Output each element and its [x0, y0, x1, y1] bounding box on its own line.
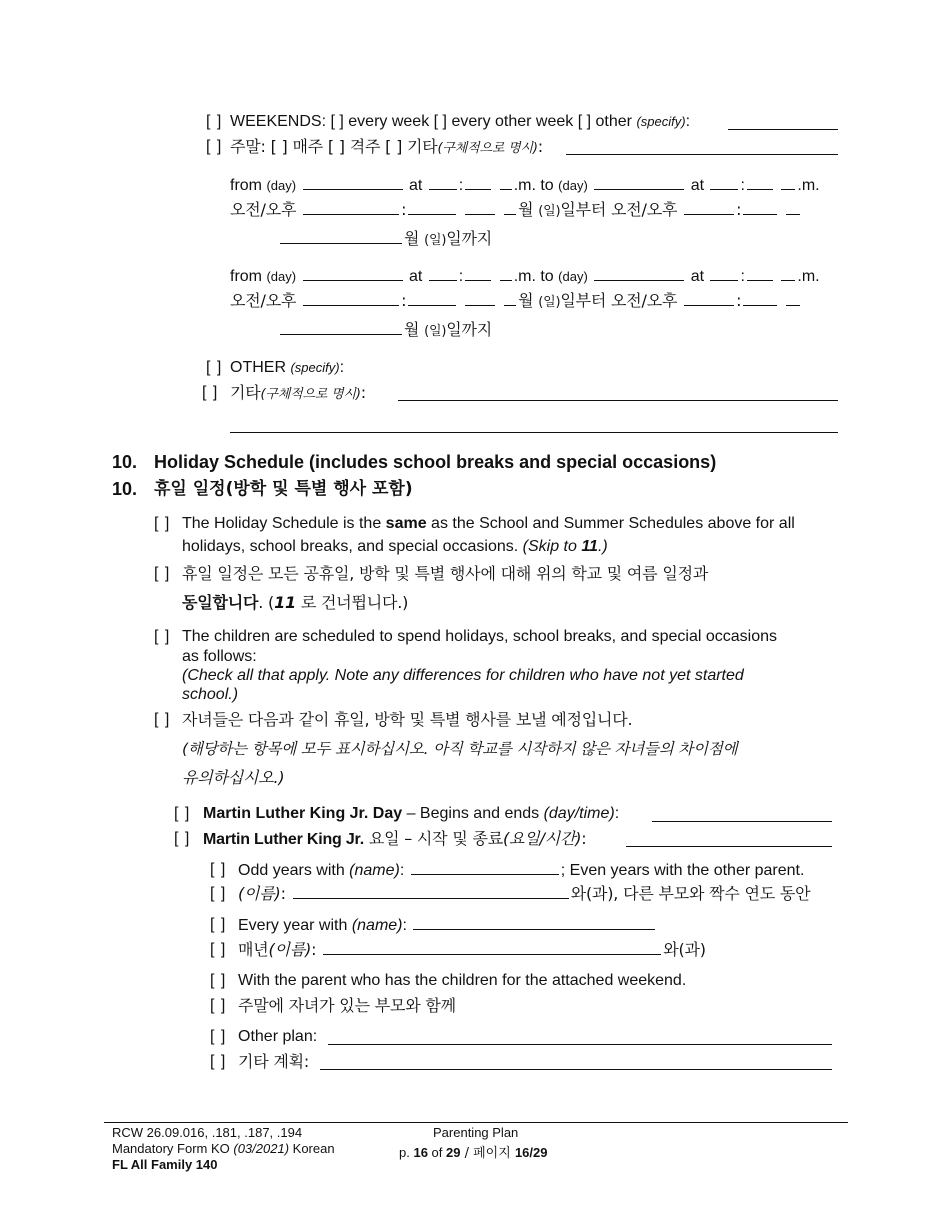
ampm-ko-label: 오전/오후 — [230, 291, 297, 310]
ko-until-field[interactable] — [280, 320, 402, 335]
every-year-en — [238, 915, 657, 936]
ko-to-hour-field[interactable] — [684, 291, 734, 306]
other-ko-checkbox[interactable]: [ ] — [385, 137, 403, 156]
page-number: 16 — [514, 1145, 530, 1160]
ko-from-hour-field[interactable] — [303, 291, 399, 306]
month-label: 월 — [404, 229, 420, 248]
schedule2-en — [230, 266, 820, 287]
colon: : — [685, 113, 691, 130]
footer-form — [112, 1141, 335, 1157]
text: 매년 — [238, 940, 269, 959]
mlk-checkbox[interactable]: [ ] — [174, 805, 191, 822]
other-plan-ko: 기타 계획: — [238, 1052, 310, 1071]
section-10-number: 10. — [112, 452, 138, 472]
holiday-same-checkbox[interactable]: [ ] — [154, 515, 171, 532]
mlk-ko-daytime-field[interactable] — [626, 846, 832, 847]
page-number: 16 — [413, 1145, 428, 1160]
page-total: 29 — [533, 1145, 548, 1160]
month-label: 월 — [404, 320, 420, 339]
colon: : — [360, 383, 366, 402]
text: p. — [399, 1145, 414, 1160]
other-plan-ko-checkbox[interactable]: [ ] — [210, 1053, 227, 1070]
day-note: (day) — [558, 269, 588, 284]
text: 요일 – 시작 및 종료 — [363, 829, 503, 848]
day-note: (day) — [266, 178, 297, 193]
form-date: (03/2021) — [233, 1141, 290, 1156]
skip-note: (Skip to — [522, 538, 582, 555]
text: Odd years with — [238, 862, 350, 879]
daytime-note: (day/time) — [543, 805, 615, 822]
other-ko-label: 기타 — [407, 137, 438, 156]
other-specify-label: OTHER — [230, 359, 286, 376]
other-specify-field[interactable] — [398, 400, 838, 401]
mlk-label: Martin Luther King Jr. Day — [203, 805, 403, 822]
ko-from-hour-field[interactable] — [303, 200, 399, 215]
schedule1-ko-end — [278, 229, 492, 251]
text: Mandatory Form KO — [112, 1141, 234, 1156]
from-ko-label: 일부터 — [560, 291, 607, 310]
to-day-field[interactable] — [594, 266, 684, 281]
from-hour-field[interactable] — [429, 175, 457, 190]
from-minute-field[interactable] — [465, 266, 491, 281]
mlk-ko-row — [203, 829, 587, 850]
name-ko-note: (이름) — [238, 884, 281, 903]
until-ko-label: 일까지 — [446, 320, 493, 339]
day-small-note: (일) — [424, 324, 447, 339]
footer-divider — [104, 1122, 848, 1123]
every-week-checkbox[interactable]: [ ] — [330, 113, 344, 130]
every-other-week-checkbox[interactable]: [ ] — [433, 113, 447, 130]
holiday-scheduled-ko-2: (해당하는 항목에 모두 표시하십시오. 아직 학교를 시작하지 않은 자녀들의 차이점에 — [182, 740, 738, 758]
text: 와(과), 다른 부모와 짝수 연도 동안 — [570, 884, 811, 903]
ampm-to-label: .m. to — [513, 268, 554, 285]
from-label: from — [230, 268, 262, 285]
ko-to-minute-field[interactable] — [743, 291, 777, 306]
ampm-ko-label: 오전/오후 — [230, 200, 297, 219]
every-week-ko-label: 매주 — [292, 137, 323, 156]
weekends-row-en — [230, 112, 690, 132]
attached-weekend-checkbox[interactable]: [ ] — [210, 972, 227, 989]
to-ampm-field[interactable] — [781, 175, 795, 190]
other-plan-field[interactable] — [328, 1044, 832, 1045]
ko-to-ampm-field[interactable] — [786, 200, 800, 215]
every-year-checkbox[interactable]: [ ] — [210, 916, 227, 933]
holiday-same-ko-checkbox[interactable]: [ ] — [154, 565, 171, 582]
odd-years-checkbox[interactable]: [ ] — [210, 861, 227, 878]
colon: : — [339, 359, 345, 376]
section-10-title-ko: 휴일 일정(방학 및 특별 행사 포함) — [154, 479, 413, 499]
ko-to-ampm-field[interactable] — [786, 291, 800, 306]
holiday-scheduled-ko-checkbox[interactable]: [ ] — [154, 711, 171, 728]
weekends-label: WEEKENDS: — [230, 113, 327, 130]
from-day-field[interactable] — [303, 266, 403, 281]
to-minute-field[interactable] — [747, 266, 773, 281]
other-plan-checkbox[interactable]: [ ] — [210, 1028, 227, 1045]
to-hour-field[interactable] — [710, 175, 738, 190]
specify-note: (specify) — [290, 360, 340, 375]
text: 로 건너뜁니다.) — [295, 593, 409, 612]
text: The Holiday Schedule is the — [182, 515, 386, 532]
colon: : — [736, 200, 742, 219]
colon: : — [458, 268, 464, 285]
text: / 페이지 — [460, 1146, 515, 1161]
ampm-to-label: .m. to — [513, 177, 554, 194]
holiday-scheduled-ko-1: 자녀들은 다음과 같이 휴일, 방학 및 특별 행사를 보낼 예정입니다. — [182, 710, 633, 729]
other-ko-label: 기타 — [230, 383, 261, 402]
from-ampm-field[interactable] — [500, 266, 512, 281]
section-10-title-en: Holiday Schedule (includes school breaks and special occasions) — [154, 452, 717, 472]
every-year-ko — [238, 940, 706, 960]
ko-from-month-field[interactable] — [465, 291, 495, 306]
text: / — [529, 1145, 534, 1160]
at-label: at — [690, 268, 705, 285]
specify-note: (specify) — [636, 114, 686, 129]
at-label: at — [408, 268, 423, 285]
ko-from-month-field-2[interactable] — [504, 200, 516, 215]
to-ampm-field[interactable] — [781, 266, 795, 281]
holiday-scheduled-en-4: school.) — [182, 686, 239, 703]
colon: : — [402, 917, 407, 934]
colon: : — [581, 829, 587, 848]
colon: : — [537, 137, 543, 156]
month-label: 월 — [518, 200, 534, 219]
m-label: .m. — [797, 268, 820, 285]
footer-page — [399, 1145, 548, 1162]
day-small-note: (일) — [538, 204, 561, 219]
mlk-ko-label: Martin Luther King Jr. — [203, 831, 364, 848]
weekends-row-ko — [230, 137, 543, 159]
skip-end: .) — [597, 538, 608, 555]
weekends-other-field[interactable] — [728, 129, 838, 130]
ampm-ko-label: 오전/오후 — [611, 291, 678, 310]
every-year-ko-name-field[interactable] — [323, 940, 661, 955]
ko-from-minute-field[interactable] — [408, 200, 456, 215]
every-other-week-ko-checkbox[interactable]: [ ] — [327, 137, 345, 156]
from-ampm-field[interactable] — [500, 175, 512, 190]
every-week-ko-checkbox[interactable]: [ ] — [270, 137, 288, 156]
day-small-note: (일) — [424, 233, 447, 248]
holiday-same-en-2 — [182, 537, 608, 557]
holiday-same-ko-2 — [182, 593, 408, 613]
other-checkbox[interactable]: [ ] — [577, 113, 592, 130]
schedule2-ko — [230, 291, 802, 313]
text: of — [427, 1145, 447, 1160]
ko-from-minute-field[interactable] — [408, 291, 456, 306]
other-label: other — [595, 113, 632, 130]
holiday-scheduled-en-3: (Check all that apply. Note any differences for children who have not yet started — [182, 667, 744, 684]
holiday-same-en-1 — [182, 514, 795, 534]
weekends-ko-other-field[interactable] — [566, 154, 838, 155]
specify-ko-note: (구체적으로 명시) — [260, 387, 361, 402]
ko-to-minute-field[interactable] — [743, 200, 777, 215]
from-label: from — [230, 177, 262, 194]
at-label: at — [408, 177, 423, 194]
colon: : — [401, 200, 407, 219]
text: holidays, school breaks, and special occasions. — [182, 538, 523, 555]
weekends-ko-checkbox[interactable]: [ ] — [206, 138, 223, 155]
holiday-scheduled-ko-3: 유의하십시오.) — [182, 768, 285, 787]
odd-years-en — [238, 860, 804, 881]
other-specify-field-2[interactable] — [230, 432, 838, 433]
colon: : — [280, 884, 286, 903]
holiday-same-ko-1: 휴일 일정은 모든 공휴일, 방학 및 특별 행사에 대해 위의 학교 및 여름 일정과 — [182, 564, 709, 583]
same-ko-bold: 동일합니다 — [182, 593, 259, 612]
to-hour-field[interactable] — [710, 266, 738, 281]
mlk-en-row — [203, 804, 619, 824]
colon: : — [614, 805, 620, 822]
from-day-field[interactable] — [303, 175, 403, 190]
specify-ko-note: (구체적으로 명시) — [437, 141, 538, 156]
m-label: .m. — [797, 177, 820, 194]
schedule2-ko-end — [278, 320, 492, 342]
from-ko-label: 일부터 — [560, 200, 607, 219]
from-hour-field[interactable] — [429, 266, 457, 281]
until-ko-label: 일까지 — [446, 229, 493, 248]
ko-until-field[interactable] — [280, 229, 402, 244]
mlk-ko-checkbox[interactable]: [ ] — [174, 830, 191, 847]
ampm-ko-label: 오전/오후 — [611, 200, 678, 219]
other-specify-en — [230, 358, 344, 378]
colon: : — [736, 291, 742, 310]
text: Every year with — [238, 917, 352, 934]
day-small-note: (일) — [538, 295, 561, 310]
schedule1-ko — [230, 200, 802, 222]
every-year-name-field[interactable] — [413, 915, 655, 930]
attached-weekend-ko: 주말에 자녀가 있는 부모와 함께 — [238, 996, 456, 1015]
odd-years-name-field[interactable] — [411, 860, 559, 875]
ko-from-month-field[interactable] — [465, 200, 495, 215]
text: 와(과) — [663, 940, 706, 959]
other-specify-ko — [230, 383, 366, 405]
weekends-checkbox[interactable]: [ ] — [206, 113, 223, 130]
skip-number: 11 — [274, 593, 296, 612]
to-day-field[interactable] — [594, 175, 684, 190]
other-specify-checkbox[interactable]: [ ] — [206, 359, 223, 376]
every-week-label: every week — [348, 113, 430, 130]
colon: : — [401, 291, 407, 310]
colon: : — [399, 862, 405, 879]
from-minute-field[interactable] — [465, 175, 491, 190]
colon: : — [311, 940, 317, 959]
text: – Begins and ends — [402, 805, 544, 822]
attached-weekend-en: With the parent who has the children for the attached weekend. — [238, 972, 687, 989]
text: as the School and Summer Schedules above for all — [426, 515, 795, 532]
ko-to-hour-field[interactable] — [684, 200, 734, 215]
day-note: (day) — [558, 178, 588, 193]
page-total: 29 — [446, 1145, 461, 1160]
daytime-ko-note: (요일/시간) — [502, 829, 582, 848]
footer-title: Parenting Plan — [433, 1125, 519, 1140]
footer-rcw: RCW 26.09.016, .181, .187, .194 — [112, 1125, 303, 1140]
footer-form-id: FL All Family 140 — [112, 1157, 218, 1172]
same-bold: same — [385, 515, 427, 532]
at-label: at — [690, 177, 705, 194]
text: Korean — [289, 1141, 335, 1156]
every-year-ko-checkbox[interactable]: [ ] — [210, 941, 227, 958]
holiday-scheduled-en-2: as follows: — [182, 648, 257, 665]
schedule1-en — [230, 175, 820, 196]
name-note: (name) — [351, 917, 403, 934]
attached-weekend-ko-checkbox[interactable]: [ ] — [210, 997, 227, 1014]
holiday-scheduled-en-1: The children are scheduled to spend holidays, school breaks, and special occasions — [182, 628, 778, 645]
month-label: 월 — [518, 291, 534, 310]
skip-number: 11 — [581, 538, 598, 555]
to-minute-field[interactable] — [747, 175, 773, 190]
ko-from-month-field-2[interactable] — [504, 291, 516, 306]
day-note: (day) — [266, 269, 297, 284]
text: ; Even years with the other parent. — [560, 862, 805, 879]
odd-years-ko — [238, 884, 810, 904]
odd-years-ko-name-field[interactable] — [293, 884, 569, 899]
every-other-week-ko-label: 격주 — [349, 137, 381, 156]
section-10-number-ko: 10. — [112, 479, 138, 499]
mlk-daytime-field[interactable] — [652, 821, 832, 822]
weekends-ko-label: 주말: — [230, 137, 266, 156]
text: . ( — [258, 593, 275, 612]
name-ko-note: (이름) — [268, 940, 312, 959]
colon: : — [740, 177, 745, 194]
holiday-scheduled-checkbox[interactable]: [ ] — [154, 628, 171, 645]
odd-years-ko-checkbox[interactable]: [ ] — [210, 885, 227, 902]
name-note: (name) — [349, 862, 400, 879]
other-plan-ko-field[interactable] — [320, 1069, 832, 1070]
other-specify-ko-checkbox[interactable]: [ ] — [202, 384, 219, 401]
colon: : — [458, 177, 464, 194]
colon: : — [740, 268, 745, 285]
every-other-week-label: every other week — [451, 113, 574, 130]
other-plan-en: Other plan: — [238, 1028, 318, 1045]
